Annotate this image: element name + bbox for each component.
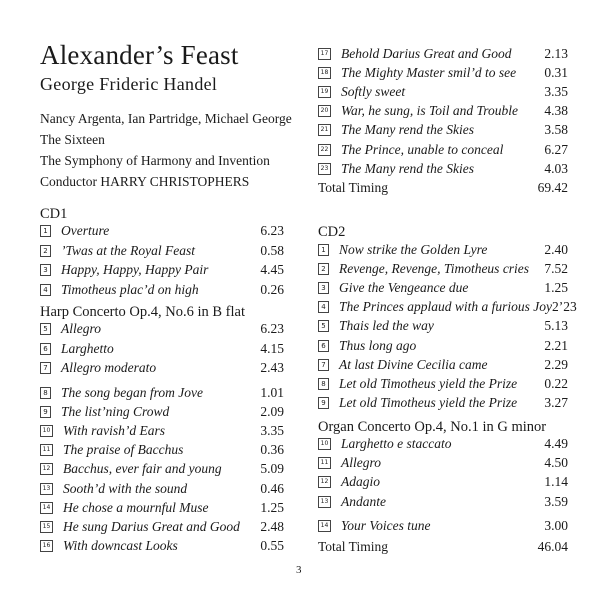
track-time: 2’23 [552,299,577,315]
track-number-box: 12 [40,463,53,475]
track-row [318,337,568,355]
track-time: 2.40 [544,242,568,257]
track-row [40,222,284,240]
track-title: Timotheus plac’d on high [61,281,199,297]
track-time: 0.46 [260,480,284,496]
track-row [40,480,284,498]
track-time: 2.29 [544,356,568,372]
track-title: Give the Vengeance due [339,280,469,296]
track-title: The Mighty Master smil’d to see [341,65,517,81]
track-number-box: 8 [40,387,51,399]
track-row [40,242,284,260]
track-number-box: 2 [40,245,51,257]
track-row [40,537,284,555]
track-title: Revenge, Revenge, Timotheus cries [339,261,530,277]
track-number-box: 3 [318,282,329,294]
track-row [318,121,568,139]
track-title: The Princes applaud with a furious Joy [339,299,552,315]
track-number-box: 2 [318,263,329,275]
track-number-box: 13 [40,483,53,495]
track-title: Your Voices tune [341,518,431,533]
track-row [318,317,568,335]
track-time: 4.38 [544,103,568,119]
track-row [40,340,284,358]
track-number-box: 13 [318,496,331,508]
track-row [318,160,568,178]
track-number-box: 22 [318,144,331,156]
track-number-box: 1 [318,244,329,256]
track-number-box: 20 [318,105,331,117]
track-number-box: 8 [318,378,329,390]
track-row [318,356,568,374]
track-time: 4.50 [544,455,568,471]
track-row [318,279,568,297]
track-number-box: 14 [318,520,331,532]
track-number-box: 11 [40,444,53,456]
track-title: Now strike the Golden Lyre [339,242,488,257]
total-label: Total Timing [318,180,388,195]
track-title: ’Twas at the Royal Feast [61,242,195,258]
track-number-box: 6 [318,340,329,352]
track-time: 3.35 [260,423,284,439]
track-number-box: 14 [40,502,53,514]
credit-line: Nancy Argenta, Ian Partridge, Michael George [40,111,292,126]
track-title: The Many rend the Skies [341,122,474,138]
track-row [40,320,284,338]
track-number-box: 4 [40,284,51,296]
track-title: Let old Timotheus yield the Prize [339,394,518,410]
track-number-box: 10 [40,425,53,437]
track-title: Let old Timotheus yield the Prize [339,375,518,391]
track-time: 1.14 [544,474,568,490]
track-title: Adagio [341,474,380,490]
track-number-box: 5 [40,323,51,335]
track-title: Sooth’d with the sound [63,480,188,496]
track-time: 4.03 [544,160,568,176]
track-row [318,435,568,453]
track-title: Allegro [61,321,101,336]
track-title: He chose a mournful Muse [63,499,209,515]
track-row [40,261,284,279]
track-time: 3.59 [544,493,568,509]
track-row [318,260,568,278]
track-row [318,394,568,412]
track-title: He sung Darius Great and Good [63,518,240,534]
track-time: 7.52 [544,261,568,277]
track-time: 6.27 [544,141,568,157]
track-time: 0.31 [544,65,568,81]
track-title: At last Divine Cecilia came [339,356,488,372]
track-time: 1.01 [260,385,284,400]
track-row [318,493,568,511]
track-row [40,359,284,377]
track-number-box: 17 [318,48,331,60]
track-number-box: 7 [40,362,51,374]
track-time: 2.13 [544,46,568,61]
track-title: The Many rend the Skies [341,160,474,176]
track-row [318,298,577,316]
track-time: 2.09 [260,404,284,420]
track-number-box: 4 [318,301,329,313]
track-row [40,384,284,402]
track-row [318,83,568,101]
cd2-concerto-heading: Organ Concerto Op.4, No.1 in G minor [318,419,547,435]
track-number-box: 19 [318,86,331,98]
total-label: Total Timing [318,539,388,554]
track-time: 5.09 [260,461,284,477]
track-number-box: 21 [318,124,331,136]
track-time: 2.48 [260,518,284,534]
composer-name: George Frideric Handel [40,74,218,94]
track-title: Larghetto [61,340,114,356]
track-time: 0.36 [260,442,284,458]
track-time: 4.45 [260,262,284,277]
track-number-box: 12 [318,476,331,488]
track-title: Overture [61,223,110,238]
track-number-box: 23 [318,163,331,175]
credit-line: The Symphony of Harmony and Invention [40,153,270,168]
track-row [40,518,284,536]
track-row [40,499,284,517]
track-number-box: 3 [40,264,51,276]
track-time: 1.25 [544,280,568,296]
cd1-concerto-heading: Harp Concerto Op.4, No.6 in B flat [40,304,245,320]
track-number-box: 9 [318,397,329,409]
page-title: Alexander’s Feast [40,40,239,70]
page-number: 3 [296,564,302,576]
track-time: 3.58 [544,122,568,138]
track-number-box: 10 [318,438,331,450]
track-time: 0.26 [260,281,284,297]
cd1-label: CD1 [40,206,68,222]
track-number-box: 15 [40,521,53,533]
track-row [318,102,568,120]
track-title: The song began from Jove [61,385,203,400]
track-row [318,517,568,535]
track-row [318,473,568,491]
track-row [318,141,568,159]
cd1-total [318,180,568,196]
track-title: Thais led the way [339,318,434,334]
total-value: 46.04 [537,539,568,554]
track-row [318,375,568,393]
track-time: 2.21 [544,337,568,353]
track-row [40,422,284,440]
credit-line: The Sixteen [40,132,105,147]
track-row [318,45,568,63]
track-row [40,460,284,478]
track-title: Larghetto e staccato [341,436,452,451]
track-row [318,241,568,259]
track-number-box: 11 [318,457,331,469]
track-title: Happy, Happy, Happy Pair [61,262,209,277]
track-row [40,281,284,299]
track-time: 3.35 [544,84,568,100]
cd2-total [318,539,568,555]
track-time: 4.49 [544,436,568,451]
credit-line: Conductor HARRY CHRISTOPHERS [40,174,250,189]
track-time: 3.00 [544,518,568,533]
track-title: War, he sung, is Toil and Trouble [341,103,519,119]
track-row [318,64,568,82]
track-number-box: 18 [318,67,331,79]
track-time: 2.43 [260,360,284,375]
track-time: 6.23 [260,321,284,336]
track-time: 5.13 [544,318,568,334]
track-title: Behold Darius Great and Good [341,46,512,61]
track-title: With downcast Looks [63,537,178,553]
track-row [318,454,568,472]
track-title: Bacchus, ever fair and young [63,461,222,477]
track-number-box: 9 [40,406,51,418]
cd2-label: CD2 [318,224,346,240]
track-number-box: 5 [318,320,329,332]
track-title: Andante [341,493,386,509]
track-title: The list’ning Crowd [61,404,170,420]
track-row [40,441,284,459]
track-time: 4.15 [260,340,284,356]
total-value: 69.42 [537,180,568,195]
track-title: Allegro [341,455,381,471]
track-title: Softly sweet [341,84,406,100]
track-title: The Prince, unable to conceal [341,141,504,157]
track-time: 1.25 [260,499,284,515]
track-time: 0.22 [544,375,568,391]
track-time: 6.23 [260,223,284,238]
track-title: Thus long ago [339,337,417,353]
track-number-box: 7 [318,359,329,371]
track-number-box: 6 [40,343,51,355]
track-title: With ravish’d Ears [63,423,166,439]
track-time: 0.58 [260,242,284,258]
track-row [40,403,284,421]
track-time: 0.55 [260,537,284,553]
track-title: The praise of Bacchus [63,442,184,458]
track-title: Allegro moderato [61,360,157,375]
track-number-box: 16 [40,540,53,552]
track-number-box: 1 [40,225,51,237]
track-time: 3.27 [544,394,568,410]
